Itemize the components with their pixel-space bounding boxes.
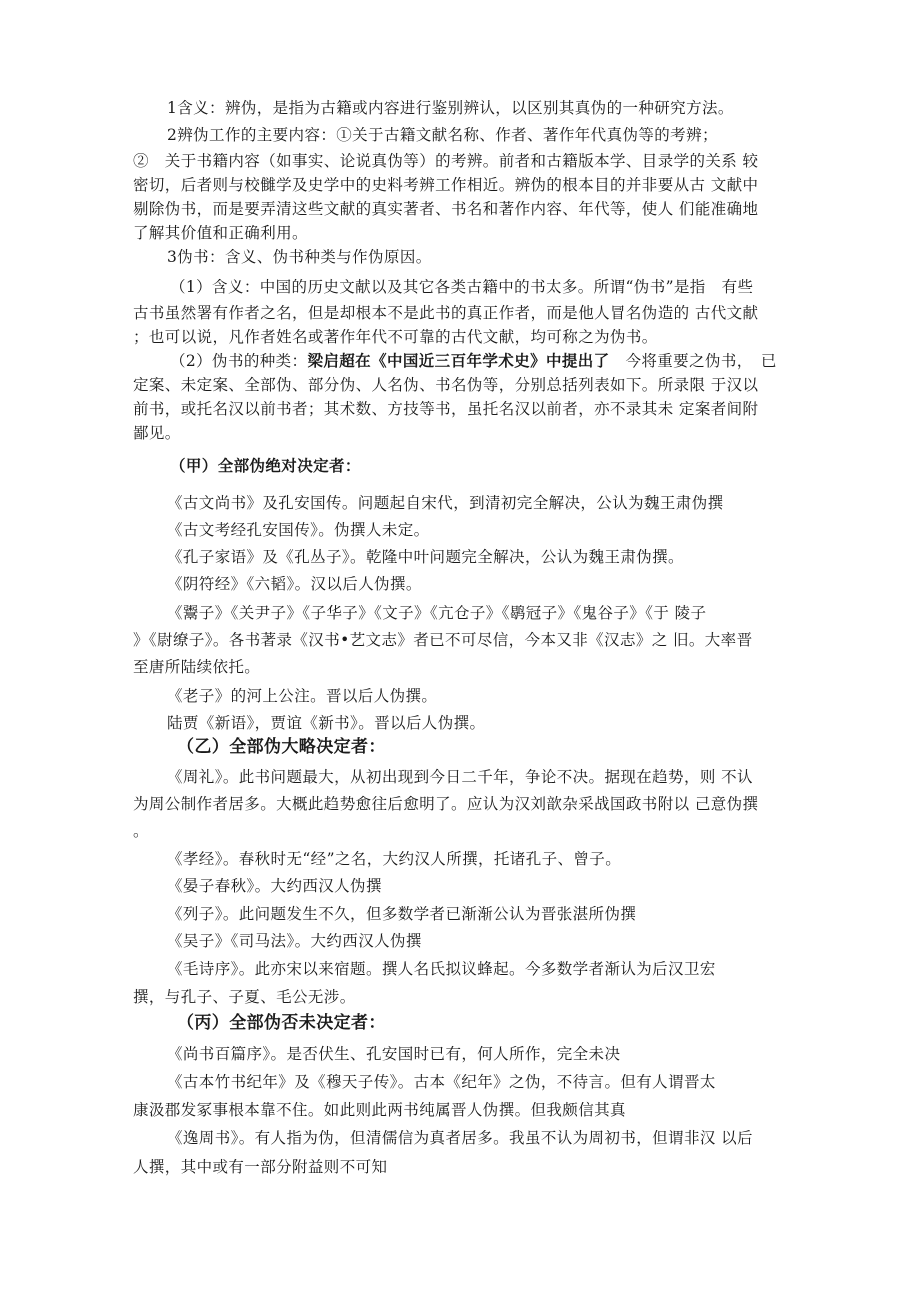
list-item: 《毛诗序》。此亦宋以来宿题。撰人名氏拟议蜂起。今多数学者渐认为后汉卫宏 — [167, 960, 716, 978]
para-forged-books: 3伪书：含义、伪书种类与作伪原因。 — [167, 248, 432, 266]
text-line: 了解其价值和正确利用。 — [133, 224, 308, 242]
text-line: 鄙见。 — [133, 424, 181, 442]
text-line: ② 关于书籍内容（如事实、论说真伪等）的考辨。前者和古籍版本学、目录学的关系 较 — [133, 152, 759, 170]
text-line: 。 — [133, 822, 149, 840]
list-item: 《孝经》。春秋时无“经”之名，大约汉人所撰，托诸孔子、曾子。 — [167, 850, 622, 868]
text-line: 人撰，其中或有一部分附益则不可知 — [133, 1158, 388, 1176]
text-line: 》《尉缭子》。各书著录《汉书•艺文志》者已不可尽信，今本又非《汉志》之 旧。大率晋 — [133, 631, 753, 649]
types-suffix: 今将重要之伪书， 已 — [609, 352, 777, 370]
para-meaning: （1）含义：中国的历史文献以及其它各类古籍中的书太多。所谓“伪书”是指 有些 — [170, 278, 754, 296]
list-item: 《阴符经》《六韬》。汉以后人伪撰。 — [167, 575, 422, 593]
text-line: 密切，后者则与校雠学及史学中的史料考辨工作相近。辨伪的根本目的并非要从古 文献中 — [133, 176, 759, 194]
list-item: 《老子》的河上公注。晋以后人伪撰。 — [167, 687, 438, 705]
para-main-content: 2辨伪工作的主要内容：①关于古籍文献名称、作者、著作年代真伪等的考辨； — [167, 126, 718, 144]
text-line: 古书虽然署有作者之名，但是却根本不是此书的真正作者，而是他人冒名伪造的 古代文献 — [133, 304, 759, 322]
list-item: 《逸周书》。有人指为伪，但清儒信为真者居多。我虽不认为周初书，但谓非汉 以后 — [167, 1129, 753, 1147]
list-item: 陆贾《新语》，贾谊《新书》。晋以后人伪撰。 — [167, 714, 486, 732]
heading-bing: （丙）全部伪否未决定者： — [177, 1013, 386, 1033]
text-line: 为周公制作者居多。大概此趋势愈往后愈明了。应认为汉刘歆杂采战国政书附以 己意伪撰 — [133, 795, 759, 813]
list-item: 《尚书百篇序》。是否伏生、孔安国时已有，何人所作，完全未决 — [167, 1045, 621, 1063]
list-item: 《孔子家语》及《孔丛子》。乾隆中叶问题完全解决，公认为魏王肃伪撰。 — [167, 548, 684, 566]
list-item: 《古文考经孔安国传》。伪撰人未定。 — [167, 521, 430, 539]
text-line: 前书，或托名汉以前书者；其术数、方技等书，虽托名汉以前者，亦不录其未 定案者间附 — [133, 400, 759, 418]
list-item: 《鬻子》《关尹子》《子华子》《文子》《亢仓子》《鹖冠子》《鬼谷子》《于 陵子 — [167, 604, 707, 622]
text-line: 定案、未定案、全部伪、部分伪、人名伪、书名伪等，分别总括列表如下。所录限 于汉以 — [133, 376, 759, 394]
text-line: ；也可以说，凡作者姓名或著作年代不可靠的古代文献，均可称之为伪书。 — [133, 328, 658, 346]
list-item: 《周礼》。此书问题最大，从初出现到今日二千年，争论不决。据现在趋势，则 不认 — [167, 768, 753, 786]
list-item: 《古本竹书纪年》及《穆天子传》。古本《纪年》之伪，不待言。但有人谓晋太 — [167, 1073, 716, 1091]
text-line: 至唐所陆续依托。 — [133, 658, 261, 676]
types-prefix: （2）伪书的种类： — [170, 352, 308, 370]
heading-jia: （甲）全部伪绝对决定者： — [170, 457, 361, 475]
text-line: 康汲郡发冢事根本靠不住。如此则此两书纯属晋人伪撰。但我颇信其真 — [133, 1101, 626, 1119]
text-line: 剔除伪书，而是要弄清这些文献的真实著者、书名和著作内容、年代等，使人 们能准确地 — [133, 200, 759, 218]
para-definition: 1含义：辨伪，是指为古籍或内容进行鉴别辨认，以区别其真伪的一种研究方法。 — [167, 99, 734, 117]
list-item: 《列子》。此问题发生不久，但多数学者已渐渐公认为晋张湛所伪撰 — [167, 905, 637, 923]
para-types — [170, 350, 777, 372]
list-item: 《晏子春秋》。大约西汉人伪撰 — [167, 877, 382, 895]
text-line: 撰，与孔子、子夏、毛公无涉。 — [133, 988, 356, 1006]
types-bold-emphasis: 梁启超在《中国近三百年学术史》中提出了 — [307, 351, 610, 370]
list-item: 《吴子》《司马法》。大约西汉人伪撰 — [167, 932, 422, 950]
heading-yi: （乙）全部伪大略决定者： — [177, 737, 386, 757]
list-item: 《古文尚书》及孔安国传。问题起自宋代，到清初完全解决，公认为魏王肃伪撰 — [167, 494, 724, 512]
